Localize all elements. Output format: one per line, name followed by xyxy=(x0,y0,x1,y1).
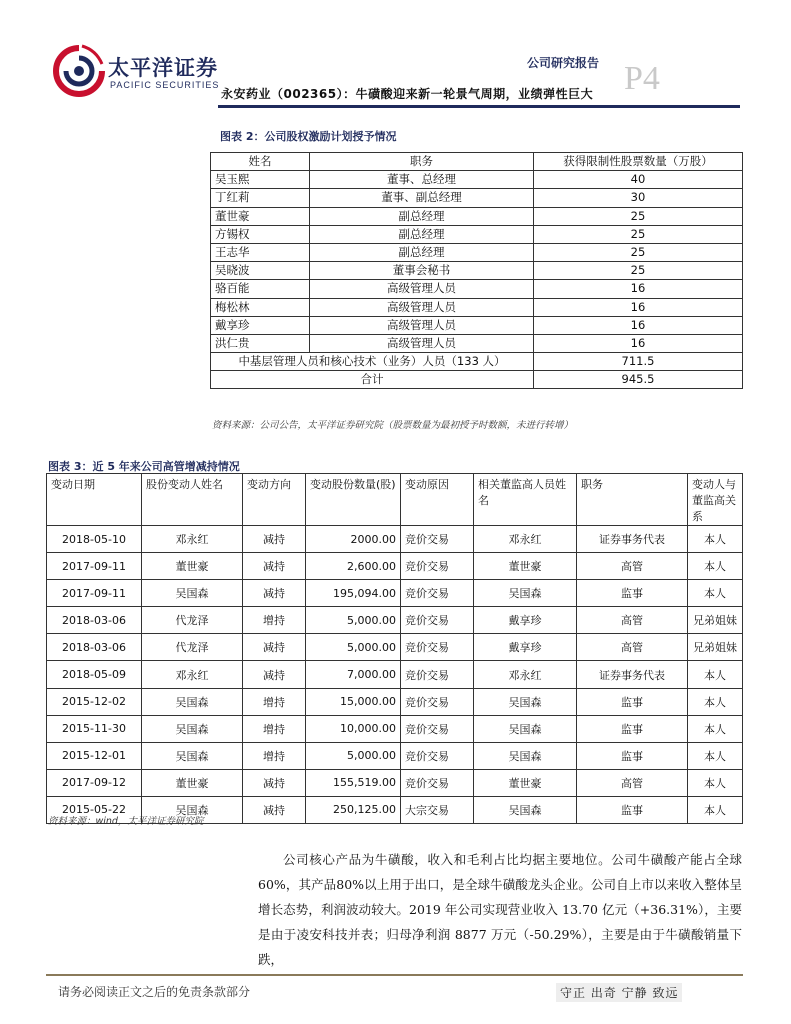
table-cell: 40 xyxy=(534,171,743,189)
table-cell: 竞价交易 xyxy=(401,742,474,769)
table-cell: 戴享珍 xyxy=(474,607,577,634)
table-cell: 155,519.00 xyxy=(306,769,401,796)
table-cell: 董世豪 xyxy=(211,207,310,225)
table-cell: 减持 xyxy=(243,634,306,661)
header-cell: 职务 xyxy=(577,474,688,526)
table-cell: 竞价交易 xyxy=(401,715,474,742)
table-cell: 本人 xyxy=(688,661,743,688)
table-cell: 15,000.00 xyxy=(306,688,401,715)
table-cell: 竞价交易 xyxy=(401,688,474,715)
header-cell: 变动日期 xyxy=(47,474,142,526)
table-cell: 减持 xyxy=(243,526,306,553)
table-cell: 本人 xyxy=(688,526,743,553)
header-cell: 变动方向 xyxy=(243,474,306,526)
table-cell: 2017-09-12 xyxy=(47,769,142,796)
table-cell: 吴国森 xyxy=(474,688,577,715)
table-cell: 证券事务代表 xyxy=(577,526,688,553)
equity-incentive-table xyxy=(210,152,743,389)
table-row xyxy=(47,553,743,580)
header-cell: 获得限制性股票数量（万股） xyxy=(534,153,743,171)
table-cell: 董世豪 xyxy=(474,769,577,796)
table-cell: 吴玉熙 xyxy=(211,171,310,189)
table-cell: 减持 xyxy=(243,661,306,688)
table-cell: 副总经理 xyxy=(310,207,534,225)
table-cell: 本人 xyxy=(688,580,743,607)
figure2-source: 资料来源：公司公告，太平洋证券研究院（股票数量为最初授予时数额，未进行转增） xyxy=(212,420,574,431)
table-cell: 本人 xyxy=(688,796,743,823)
header-cell: 职务 xyxy=(310,153,534,171)
figure3-caption: 图表 3：近 5 年来公司高管增减持情况 xyxy=(48,460,240,473)
table-cell: 邓永红 xyxy=(142,526,243,553)
table-cell: 兄弟姐妹 xyxy=(688,634,743,661)
table-cell: 邓永红 xyxy=(474,526,577,553)
footer-disclaimer: 请务必阅读正文之后的免责条款部分 xyxy=(58,985,251,999)
table-cell: 2015-05-22 xyxy=(47,796,142,823)
table-cell: 洪仁贵 xyxy=(211,334,310,352)
table-cell: 5,000.00 xyxy=(306,634,401,661)
table-cell: 兄弟姐妹 xyxy=(688,607,743,634)
table-cell: 减持 xyxy=(243,553,306,580)
table-row xyxy=(211,298,743,316)
page-number: P4 xyxy=(624,60,660,97)
table-row xyxy=(47,769,743,796)
logo-text-en: PACIFIC SECURITIES xyxy=(110,80,220,90)
table-cell: 2015-12-02 xyxy=(47,688,142,715)
table-cell: 7,000.00 xyxy=(306,661,401,688)
table-cell: 监事 xyxy=(577,742,688,769)
table-cell: 30 xyxy=(534,189,743,207)
table-cell: 竞价交易 xyxy=(401,634,474,661)
table-cell: 监事 xyxy=(577,796,688,823)
table-cell: 增持 xyxy=(243,742,306,769)
table-cell: 高级管理人员 xyxy=(310,298,534,316)
table-row xyxy=(211,262,743,280)
table-cell: 195,094.00 xyxy=(306,580,401,607)
table-cell: 邓永红 xyxy=(142,661,243,688)
table-cell: 本人 xyxy=(688,715,743,742)
table-cell: 吴国森 xyxy=(474,796,577,823)
table-cell: 16 xyxy=(534,316,743,334)
table-cell: 减持 xyxy=(243,796,306,823)
report-title: 永安药业（002365）：牛磺酸迎来新一轮景气周期，业绩弹性巨大 xyxy=(221,87,594,101)
table-cell: 方锡权 xyxy=(211,225,310,243)
table-cell: 监事 xyxy=(577,688,688,715)
table-cell: 吴国森 xyxy=(142,580,243,607)
table-cell: 副总经理 xyxy=(310,243,534,261)
header-cell: 变动原因 xyxy=(401,474,474,526)
table-cell: 丁红莉 xyxy=(211,189,310,207)
table-cell: 25 xyxy=(534,225,743,243)
table-cell: 大宗交易 xyxy=(401,796,474,823)
table-cell: 增持 xyxy=(243,688,306,715)
table-cell: 代龙泽 xyxy=(142,634,243,661)
table-cell: 竞价交易 xyxy=(401,553,474,580)
footer-divider xyxy=(46,974,743,976)
table-row xyxy=(211,189,743,207)
table-cell: 董世豪 xyxy=(142,553,243,580)
header-cell: 姓名 xyxy=(211,153,310,171)
report-type: 公司研究报告 xyxy=(527,56,600,70)
table-cell: 吴国森 xyxy=(474,742,577,769)
table-cell: 戴享珍 xyxy=(211,316,310,334)
body-text: 公司核心产品为牛磺酸，收入和毛利占比均据主要地位。公司牛磺酸产能占全球60%，其产品80%以上用于出口，是全球牛磺酸龙头企业。公司自上市以来收入整体呈增长态势，利润波动较大。2019 年公司实现营业收入 13.70 亿元（+36.31%），主要是由于凌安科技并表；归母净利润 8877 万元（-50.29%），主要是由于牛磺酸销量下跌， xyxy=(258,852,742,967)
header-divider xyxy=(218,105,740,108)
table-cell: 2015-12-01 xyxy=(47,742,142,769)
table-cell: 2018-05-10 xyxy=(47,526,142,553)
table-cell: 董事、副总经理 xyxy=(310,189,534,207)
header-cell: 相关董监高人员姓名 xyxy=(474,474,577,526)
table-cell: 5,000.00 xyxy=(306,607,401,634)
table-cell: 增持 xyxy=(243,607,306,634)
figure3-source: 资料来源：wind，太平洋证券研究院 xyxy=(48,816,204,827)
table-cell: 董事、总经理 xyxy=(310,171,534,189)
table-cell: 高管 xyxy=(577,553,688,580)
table-cell: 250,125.00 xyxy=(306,796,401,823)
table-cell: 竞价交易 xyxy=(401,580,474,607)
table-row xyxy=(211,225,743,243)
table-row xyxy=(47,742,743,769)
logo-text-cn: 太平洋证券 xyxy=(108,56,218,80)
table-cell: 2018-03-06 xyxy=(47,634,142,661)
footer-motto: 守正 出奇 宁静 致远 xyxy=(556,983,682,1002)
table-row xyxy=(211,334,743,352)
table-cell: 16 xyxy=(534,280,743,298)
table-row xyxy=(211,171,743,189)
table-cell: 竞价交易 xyxy=(401,607,474,634)
table-cell: 2018-05-09 xyxy=(47,661,142,688)
table-header-row xyxy=(211,153,743,171)
table-cell: 监事 xyxy=(577,580,688,607)
table-cell: 减持 xyxy=(243,769,306,796)
table-cell: 董事会秘书 xyxy=(310,262,534,280)
table-row xyxy=(211,280,743,298)
table-row xyxy=(47,526,743,553)
table-cell: 2018-03-06 xyxy=(47,607,142,634)
table-row xyxy=(47,715,743,742)
table-cell: 吴国森 xyxy=(474,715,577,742)
table-cell: 16 xyxy=(534,298,743,316)
figure2-caption: 图表 2：公司股权激励计划授予情况 xyxy=(220,130,397,143)
table-cell: 高级管理人员 xyxy=(310,316,534,334)
header-cell: 股份变动人姓名 xyxy=(142,474,243,526)
table-cell: 711.5 xyxy=(534,353,743,371)
table-cell: 本人 xyxy=(688,688,743,715)
table-cell: 2017-09-11 xyxy=(47,580,142,607)
table-row xyxy=(211,207,743,225)
table-cell: 吴国森 xyxy=(142,715,243,742)
body-paragraph xyxy=(258,847,742,972)
table-cell: 竞价交易 xyxy=(401,769,474,796)
table-row xyxy=(211,371,743,389)
table-cell: 梅松林 xyxy=(211,298,310,316)
table-cell: 竞价交易 xyxy=(401,661,474,688)
header-cell: 变动股份数量(股) xyxy=(306,474,401,526)
table-cell: 戴享珍 xyxy=(474,634,577,661)
table-cell: 945.5 xyxy=(534,371,743,389)
table-row xyxy=(211,353,743,371)
table-cell: 10,000.00 xyxy=(306,715,401,742)
table-cell: 证券事务代表 xyxy=(577,661,688,688)
executive-trading-table xyxy=(46,473,743,824)
table-cell: 本人 xyxy=(688,742,743,769)
table-cell: 25 xyxy=(534,207,743,225)
table-cell: 5,000.00 xyxy=(306,742,401,769)
table-cell: 副总经理 xyxy=(310,225,534,243)
table-cell: 吴国森 xyxy=(142,742,243,769)
table-row xyxy=(47,688,743,715)
table-row xyxy=(47,580,743,607)
header-cell: 变动人与董监高关系 xyxy=(688,474,743,526)
table-cell: 25 xyxy=(534,262,743,280)
table-cell: 邓永红 xyxy=(474,661,577,688)
table-cell: 董世豪 xyxy=(474,553,577,580)
table-cell: 增持 xyxy=(243,715,306,742)
table-cell: 吴国森 xyxy=(474,580,577,607)
table-cell: 2000.00 xyxy=(306,526,401,553)
table-cell: 王志华 xyxy=(211,243,310,261)
table-row xyxy=(211,243,743,261)
table-cell: 减持 xyxy=(243,580,306,607)
table-cell: 吴国森 xyxy=(142,688,243,715)
table-cell: 代龙泽 xyxy=(142,607,243,634)
company-logo-icon xyxy=(52,44,106,98)
table-cell: 2,600.00 xyxy=(306,553,401,580)
table-cell: 16 xyxy=(534,334,743,352)
table-cell: 合计 xyxy=(211,371,534,389)
table-cell: 吴晓波 xyxy=(211,262,310,280)
table-cell: 董世豪 xyxy=(142,769,243,796)
table-cell: 2017-09-11 xyxy=(47,553,142,580)
table-cell: 25 xyxy=(534,243,743,261)
table-cell: 本人 xyxy=(688,769,743,796)
table-cell: 中基层管理人员和核心技术（业务）人员（133 人） xyxy=(211,353,534,371)
table-cell: 吴国森 xyxy=(142,796,243,823)
table-cell: 高管 xyxy=(577,607,688,634)
table-cell: 骆百能 xyxy=(211,280,310,298)
table-row xyxy=(47,634,743,661)
table-cell: 本人 xyxy=(688,553,743,580)
table-cell: 监事 xyxy=(577,715,688,742)
table-row xyxy=(47,661,743,688)
table-row xyxy=(47,607,743,634)
table-cell: 高级管理人员 xyxy=(310,334,534,352)
table-cell: 高级管理人员 xyxy=(310,280,534,298)
table-cell: 高管 xyxy=(577,769,688,796)
table-cell: 高管 xyxy=(577,634,688,661)
table-header-row xyxy=(47,474,743,526)
table-cell: 2015-11-30 xyxy=(47,715,142,742)
table-row xyxy=(211,316,743,334)
table-cell: 竞价交易 xyxy=(401,526,474,553)
